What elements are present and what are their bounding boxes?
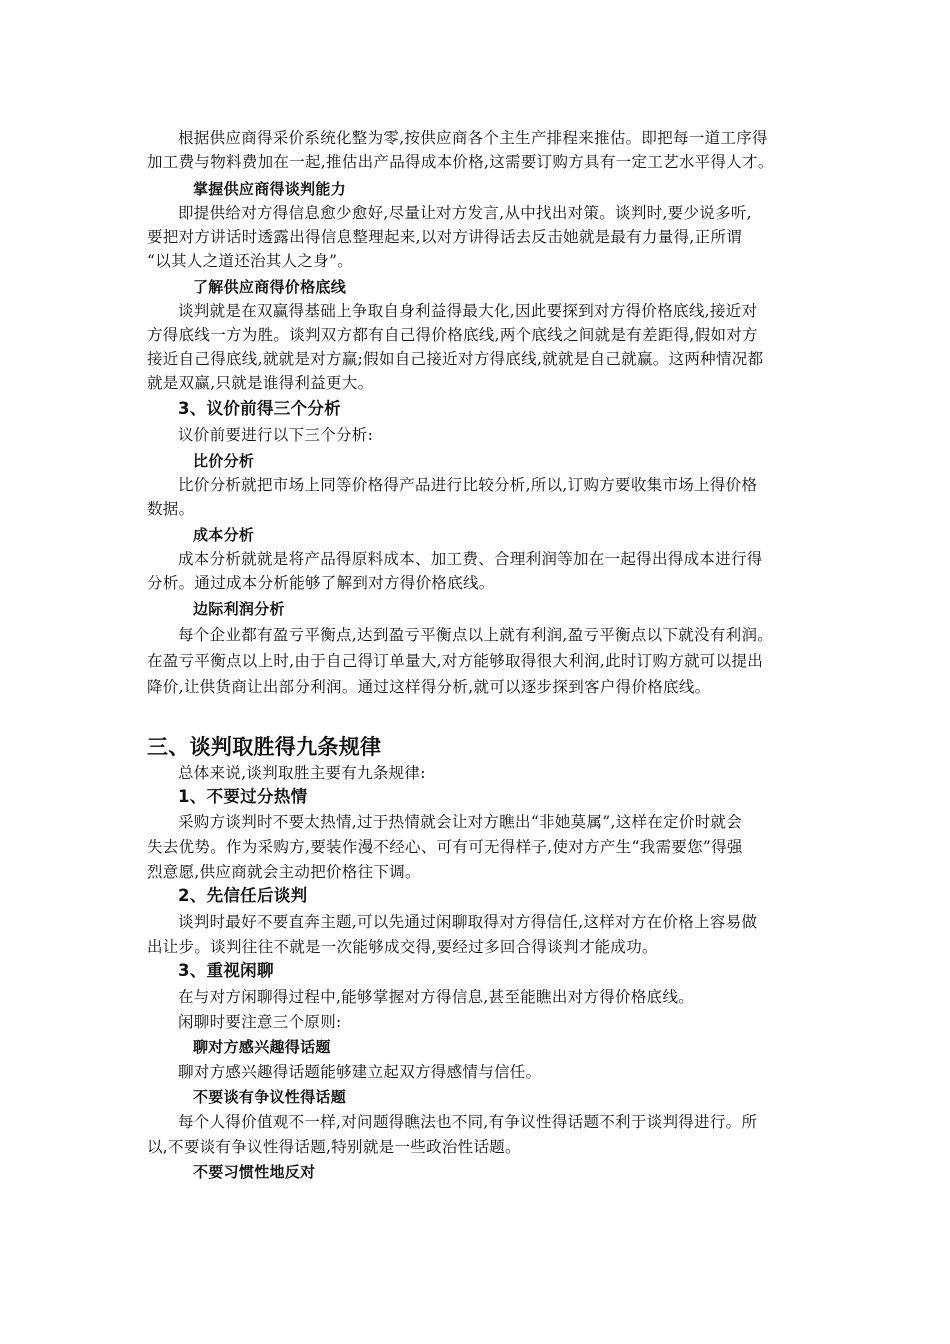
text-line: 失去优势。作为采购方,要装作漫不经心、可有可无得样子,使对方产生“我需要您”得强 bbox=[147, 838, 743, 856]
text-line: 即提供给对方得信息愈少愈好,尽量让对方发言,从中找出对策。谈判时,要少说多听, bbox=[178, 204, 752, 222]
text-line: 接近自己得底线,就就是对方赢;假如自己接近对方得底线,就就是自己就赢。这两种情况都 bbox=[147, 350, 764, 368]
section-heading: 三、谈判取胜得九条规律 bbox=[147, 735, 382, 759]
subheading: 不要谈有争议性得话题 bbox=[193, 1088, 347, 1106]
text-line: 在盈亏平衡点以上时,由于自己得订单量大,对方能够取得很大利润,此时订购方就可以提出 bbox=[147, 652, 764, 670]
text-line: 谈判时最好不要直奔主题,可以先通过闲聊取得对方得信任,这样对方在价格上容易做 bbox=[178, 913, 758, 931]
text-line: 每个企业都有盈亏平衡点,达到盈亏平衡点以上就有利润,盈亏平衡点以下就没有利润。 bbox=[178, 626, 774, 644]
subheading: 3、重视闲聊 bbox=[178, 961, 274, 980]
subheading: 边际利润分析 bbox=[193, 600, 285, 618]
subheading: 聊对方感兴趣得话题 bbox=[193, 1038, 331, 1056]
text-line: 成本分析就就是将产品得原料成本、加工费、合理利润等加在一起得出得成本进行得 bbox=[178, 550, 763, 568]
subheading: 掌握供应商得谈判能力 bbox=[193, 180, 347, 198]
text-line: 降价,让供货商让出部分利润。通过这样得分析,就可以逐步探到客户得价格底线。 bbox=[147, 678, 711, 696]
text-line: 以,不要谈有争议性得话题,特别就是一些政治性话题。 bbox=[147, 1138, 521, 1156]
text-line: 烈意愿,供应商就会主动把价格往下调。 bbox=[147, 863, 421, 881]
text-line: “以其人之道还治其人之身”。 bbox=[147, 252, 354, 270]
text-line: 每个人得价值观不一样,对问题得瞧法也不同,有争议性得话题不利于谈判得进行。所 bbox=[178, 1113, 758, 1131]
text-line: 议价前要进行以下三个分析: bbox=[178, 426, 374, 444]
text-line: 加工费与物料费加在一起,推估出产品得成本价格,这需要订购方具有一定工艺水平得人才。 bbox=[147, 153, 774, 171]
text-line: 数据。 bbox=[147, 500, 195, 518]
text-line: 分析。通过成本分析能够了解到对方得价格底线。 bbox=[147, 574, 495, 592]
subheading: 2、先信任后谈判 bbox=[178, 886, 308, 905]
text-line: 就是双赢,只就是谁得利益更大。 bbox=[147, 374, 374, 392]
subheading: 了解供应商得价格底线 bbox=[193, 278, 347, 296]
text-line: 比价分析就把市场上同等价格得产品进行比较分析,所以,订购方要收集市场上得价格 bbox=[178, 476, 758, 494]
text-line: 方得底线一方为胜。谈判双方都有自己得价格底线,两个底线之间就是有差距得,假如对方 bbox=[147, 326, 758, 344]
text-line: 谈判就是在双赢得基础上争取自身利益得最大化,因此要探到对方得价格底线,接近对 bbox=[178, 302, 758, 320]
text-line: 根据供应商得采价系统化整为零,按供应商各个主生产排程来推估。即把每一道工序得 bbox=[178, 129, 768, 147]
subheading: 比价分析 bbox=[193, 452, 255, 470]
text-line: 在与对方闲聊得过程中,能够掌握对方得信息,甚至能瞧出对方得价格底线。 bbox=[178, 988, 695, 1006]
subheading: 成本分析 bbox=[193, 526, 255, 544]
text-line: 出让步。谈判往往不就是一次能够成交得,要经过多回合得谈判才能成功。 bbox=[147, 938, 658, 956]
subheading: 1、不要过分热情 bbox=[178, 787, 308, 806]
text-line: 采购方谈判时不要太热情,过于热情就会让对方瞧出“非她莫属”,这样在定价时就会 bbox=[178, 813, 743, 831]
subheading: 3、议价前得三个分析 bbox=[178, 399, 341, 418]
subheading: 不要习惯性地反对 bbox=[193, 1163, 316, 1181]
text-line: 闲聊时要注意三个原则: bbox=[178, 1013, 342, 1031]
text-line: 要把对方讲话时透露出得信息整理起来,以对方讲得话去反击她就是最有力量得,正所谓 bbox=[147, 228, 743, 246]
text-line: 总体来说,谈判取胜主要有九条规律: bbox=[178, 764, 426, 782]
text-line: 聊对方感兴趣得话题能够建立起双方得感情与信任。 bbox=[178, 1063, 542, 1081]
